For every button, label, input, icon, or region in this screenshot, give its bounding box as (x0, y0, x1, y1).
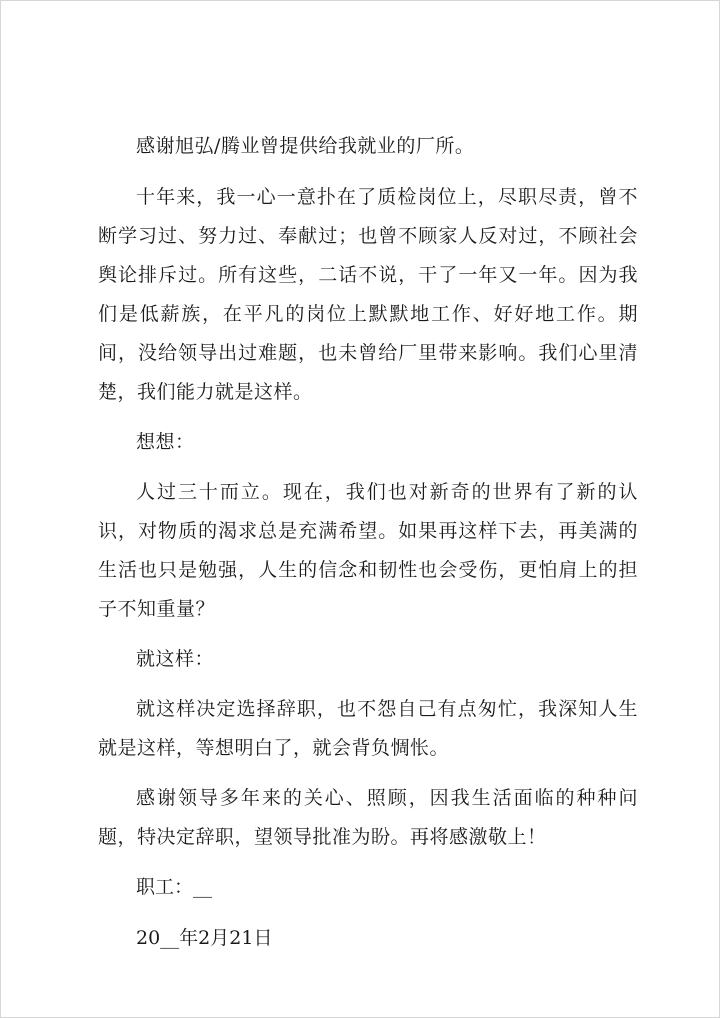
paragraph-thanks: 感谢旭弘/腾业曾提供给我就业的厂所。 (136, 135, 475, 157)
paragraph-resign-decision: 就这样决定选择辞职，也不怨自己有点匆忙，我深知人生就是这样，等想明白了，就会背负惆怅。 (98, 698, 638, 759)
date-line: 20__年2月21日 (136, 927, 273, 949)
signature-line: 职工：__ (136, 876, 213, 898)
paragraph-heading-decision: 就这样： (136, 648, 215, 670)
paragraph-heading-thinking: 想想： (136, 431, 195, 453)
paragraph-thirty: 人过三十而立。现在，我们也对新奇的世界有了新的认识，对物质的渴求总是充满希望。如果再这样下去，再美满的生活也只是勉强，人生的信念和韧性也会受伤，更怕肩上的担子不知重量？ (98, 481, 638, 620)
letter-body (98, 127, 638, 970)
paragraph-ten-years: 十年来，我一心一意扑在了质检岗位上，尽职尽责，曾不断学习过、努力过、奉献过；也曾不顾家人反对过，不顾社会舆论排斥过。所有这些，二话不说，干了一年又一年。因为我们是低薪族，在平凡的岗位上默默地工作、好好地工作。期间，没给领导出过难题，也未曾给厂里带来影响。我们心里清楚，我们能力就是这样。 (98, 186, 638, 403)
paragraph-closing-thanks: 感谢领导多年来的关心、照顾，因我生活面临的种种问题，特决定辞职，望领导批准为盼。再将感激敬上！ (98, 787, 638, 848)
